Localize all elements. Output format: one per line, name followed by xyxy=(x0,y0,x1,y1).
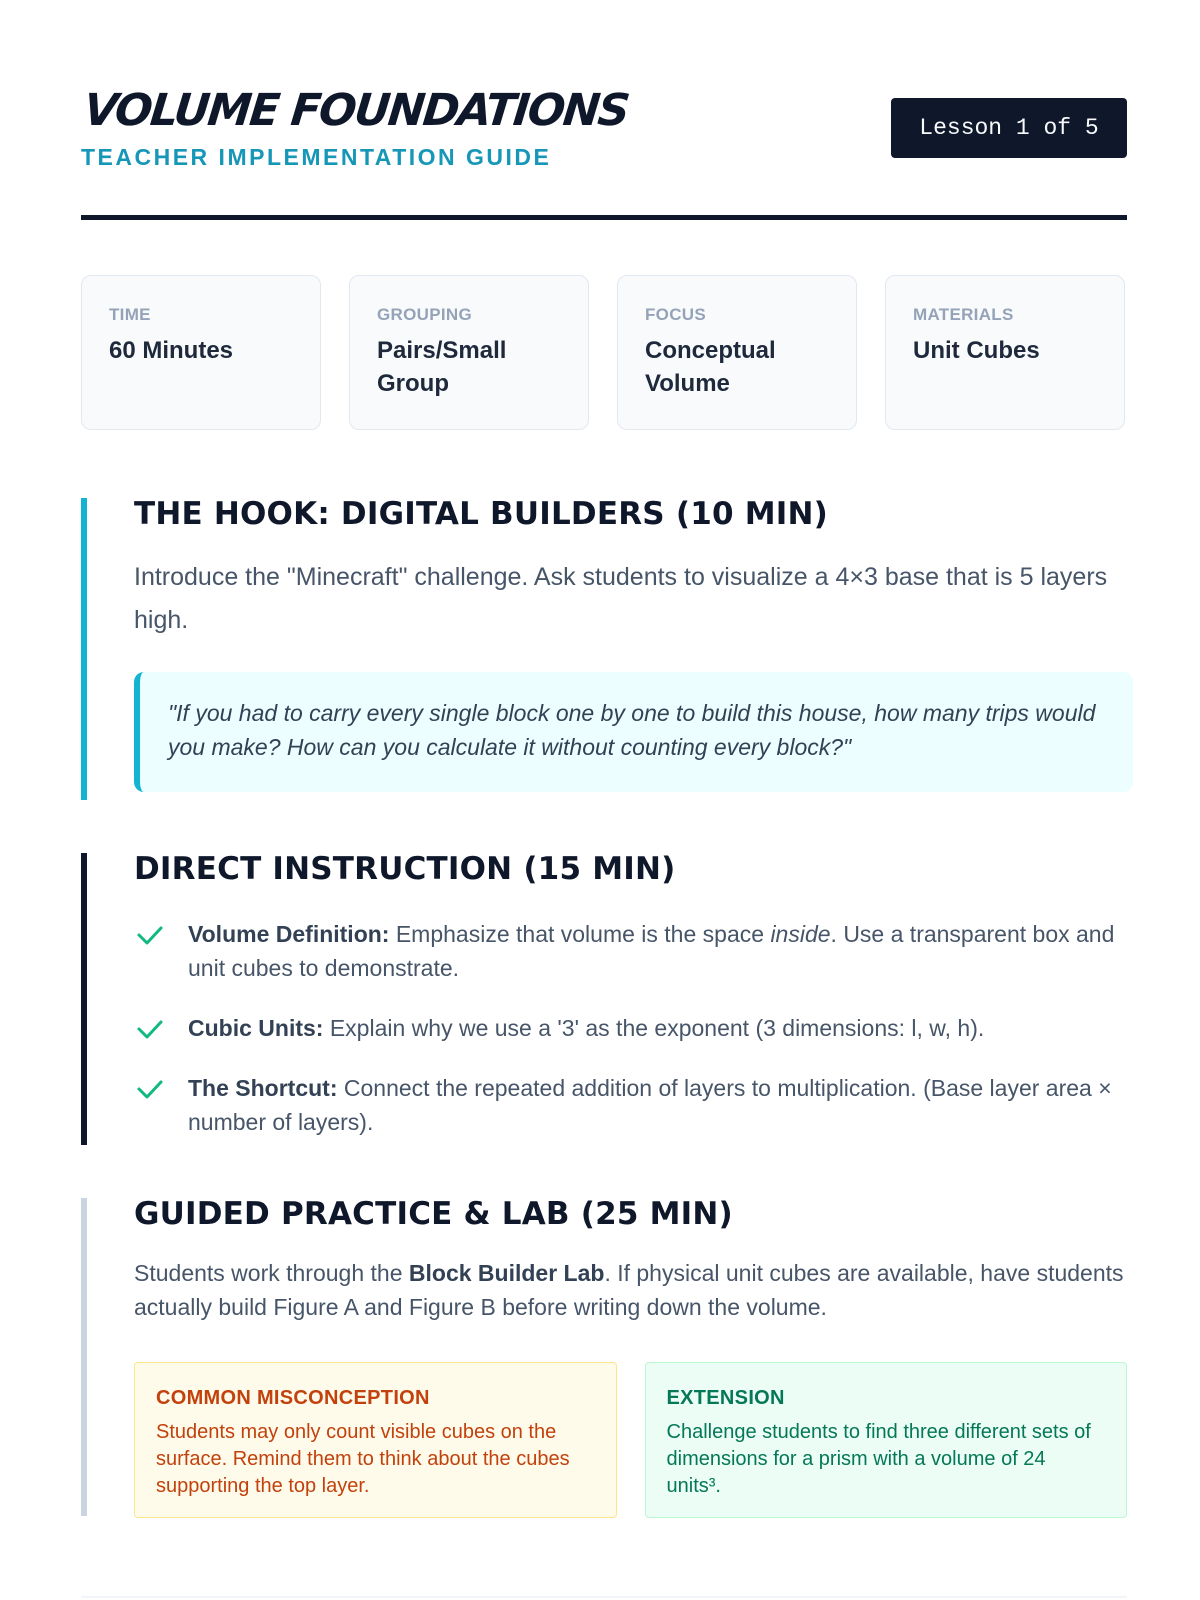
callouts xyxy=(134,1362,1127,1518)
page-header xyxy=(81,84,1127,220)
body-text: Students work through the xyxy=(134,1260,409,1286)
page-title: VOLUME FOUNDATIONS xyxy=(81,85,631,136)
body-text: . If physical unit cubes are available, have students actually build Figure A and Figure B before writing down the volume. xyxy=(134,1260,1124,1320)
callout-text: Students may only count visible cubes on the surface. Remind them to think about the cubes supporting the top layer. xyxy=(156,1421,570,1497)
section-title: GUIDED PRACTICE & LAB (25 MIN) xyxy=(134,1196,733,1232)
extension-callout xyxy=(645,1362,1128,1518)
check-icon xyxy=(136,923,164,947)
grouping-card xyxy=(349,275,589,430)
page-subtitle: TEACHER IMPLEMENTATION GUIDE xyxy=(81,144,552,170)
footer-divider xyxy=(81,1596,1127,1598)
card-label: FOCUS xyxy=(645,305,706,324)
check-icon xyxy=(136,1017,164,1041)
hook-section xyxy=(81,498,1127,800)
section-body xyxy=(134,1256,1127,1324)
callout-title: COMMON MISCONCEPTION xyxy=(156,1387,430,1409)
card-label: MATERIALS xyxy=(913,305,1014,324)
materials-card xyxy=(885,275,1125,430)
time-card xyxy=(81,275,321,430)
item-text: Connect the repeated addition of layers to multiplication. (Base layer area × number of layers). xyxy=(188,1075,1112,1135)
overview-cards xyxy=(81,275,1127,430)
list-item xyxy=(134,917,1127,985)
section-body: Introduce the "Minecraft" challenge. Ask students to visualize a 4×3 base that is 5 layers high. xyxy=(134,563,1108,634)
card-value: Unit Cubes xyxy=(913,337,1040,364)
item-text: . Use a transparent box and unit cubes to demonstrate. xyxy=(188,921,1115,981)
list-item xyxy=(134,1011,1127,1045)
direct-instruction-section xyxy=(81,853,1127,1145)
section-title: DIRECT INSTRUCTION (15 MIN) xyxy=(134,851,676,887)
card-label: GROUPING xyxy=(377,305,472,324)
check-icon xyxy=(136,1077,164,1101)
lab-name: Block Builder Lab xyxy=(408,1260,605,1286)
item-term: Volume Definition: xyxy=(188,921,390,947)
hook-quote: "If you had to carry every single block one by one to build this house, how many trips would you make? How can you calculate it without counting every block?" xyxy=(134,672,1133,792)
card-label: TIME xyxy=(109,305,151,324)
section-title: THE HOOK: DIGITAL BUILDERS (10 MIN) xyxy=(134,496,829,532)
instruction-list xyxy=(134,917,1127,1139)
misconception-callout xyxy=(134,1362,617,1518)
callout-title: EXTENSION xyxy=(666,1387,785,1409)
lesson-badge: Lesson 1 of 5 xyxy=(891,98,1127,158)
guided-practice-section xyxy=(81,1198,1127,1516)
card-value: Pairs/Small Group xyxy=(377,337,507,397)
item-text: Emphasize that volume is the space xyxy=(389,921,771,947)
item-term: Cubic Units: xyxy=(188,1015,324,1041)
item-emphasis: inside xyxy=(770,921,831,947)
card-value: 60 Minutes xyxy=(109,337,234,364)
focus-card xyxy=(617,275,857,430)
item-term: The Shortcut: xyxy=(188,1075,338,1101)
card-value: Conceptual Volume xyxy=(645,337,776,397)
callout-text: Challenge students to find three different sets of dimensions for a prism with a volume of 24 units³. xyxy=(666,1421,1091,1497)
item-text: Explain why we use a '3' as the exponent (3 dimensions: l, w, h). xyxy=(323,1015,985,1041)
list-item xyxy=(134,1071,1127,1139)
